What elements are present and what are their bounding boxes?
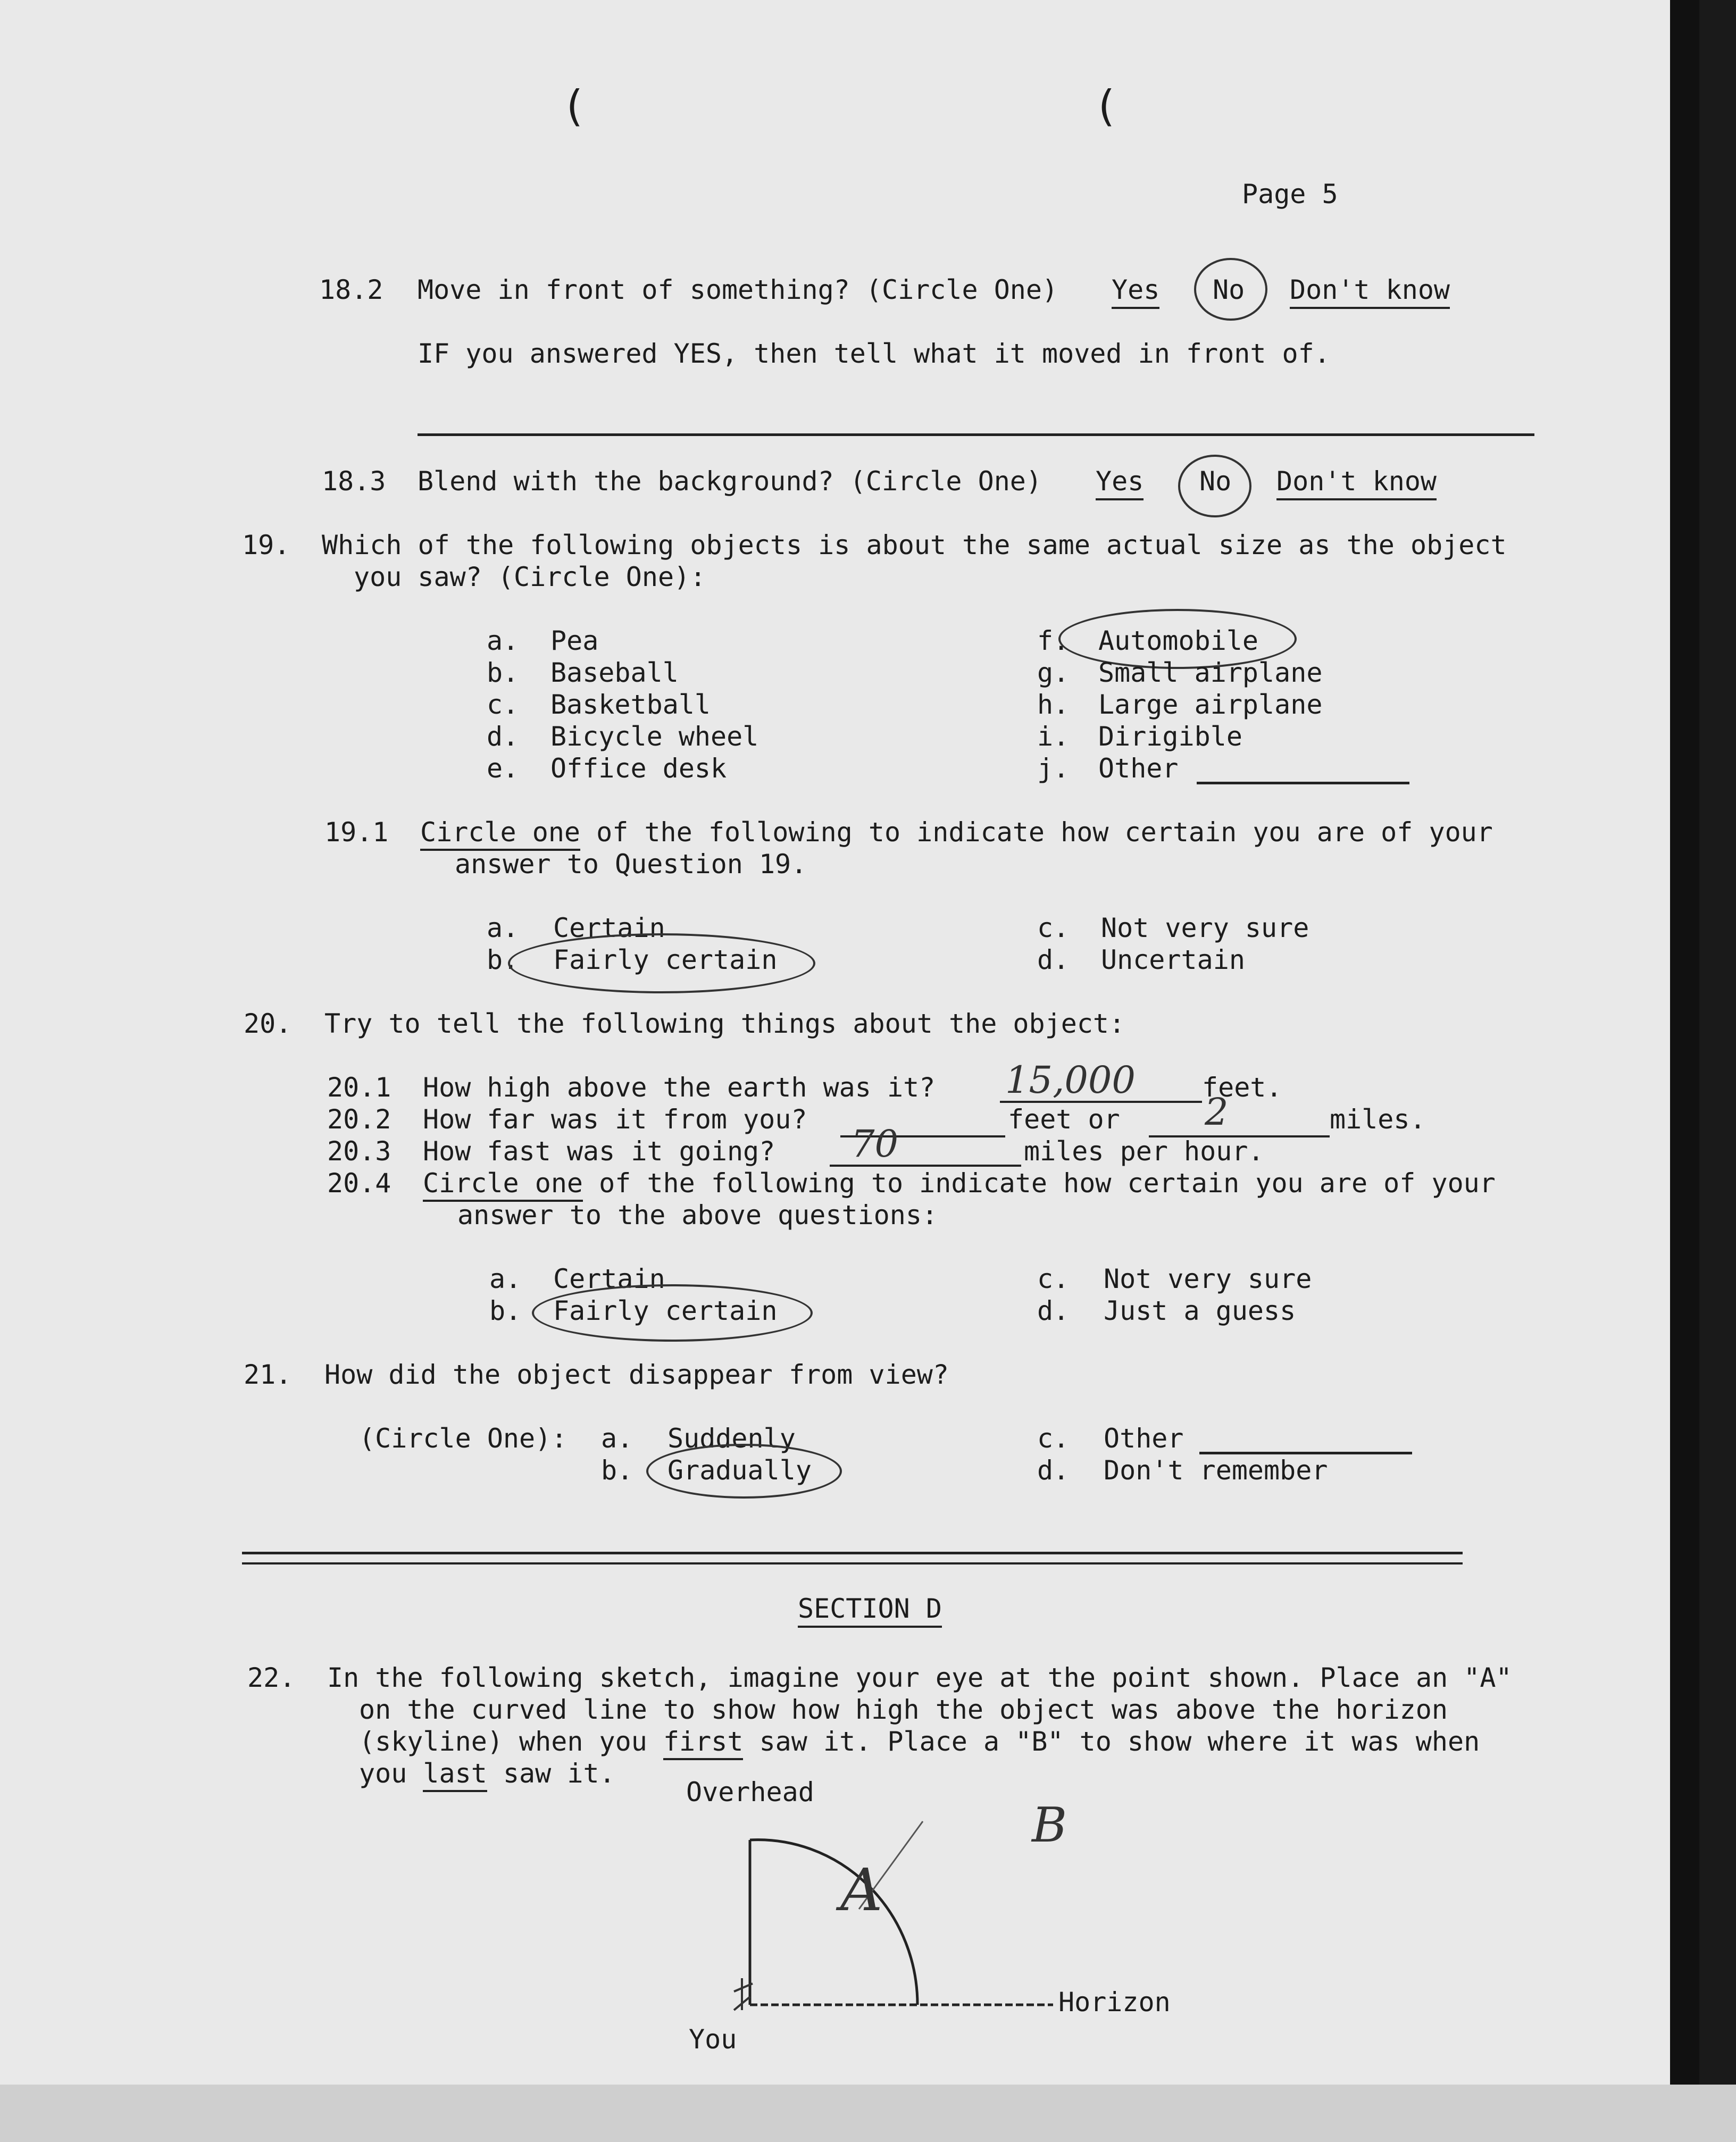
q18-2-option-dont-know[interactable]: Don't know bbox=[1290, 274, 1450, 309]
q20-4-text-line2: answer to the above questions: bbox=[457, 1200, 938, 1231]
scan-bottom-margin bbox=[0, 2085, 1736, 2142]
q20-4-circle-one: Circle one bbox=[423, 1168, 583, 1202]
q20-4-option-certain[interactable]: Certain bbox=[553, 1264, 665, 1294]
q20-4-number: 20.4 bbox=[327, 1168, 391, 1199]
q19-1-letter-b: b. bbox=[487, 944, 519, 975]
q19-letter-b: b. bbox=[487, 657, 519, 688]
section-title: SECTION D bbox=[798, 1593, 942, 1628]
q21-option-suddenly[interactable]: Suddenly bbox=[667, 1423, 796, 1454]
q20-2-number: 20.2 bbox=[327, 1104, 391, 1135]
q19-option-bicycle-wheel[interactable]: Bicycle wheel bbox=[550, 721, 759, 752]
q22-line4-post: saw it. bbox=[487, 1758, 615, 1789]
q21-letter-d: d. bbox=[1037, 1455, 1070, 1486]
q22-line3-post: saw it. Place a "B" to show where it was when bbox=[743, 1726, 1480, 1757]
page-shadow-edge bbox=[1670, 0, 1699, 2106]
q19-1-option-certain[interactable]: Certain bbox=[553, 913, 665, 943]
q20-4-option-not-very-sure[interactable]: Not very sure bbox=[1104, 1264, 1312, 1294]
q18-2-text: Move in front of something? (Circle One) bbox=[418, 274, 1058, 305]
sketch-label-horizon: Horizon bbox=[1058, 1987, 1171, 2018]
q18-2-option-no[interactable]: No bbox=[1213, 274, 1245, 305]
q18-3-option-no[interactable]: No bbox=[1199, 466, 1232, 497]
q18-2-option-yes[interactable]: Yes bbox=[1112, 274, 1159, 309]
q20-1-text: How high above the earth was it? bbox=[423, 1072, 936, 1103]
q19-option-pea[interactable]: Pea bbox=[550, 625, 599, 656]
q19-option-basketball[interactable]: Basketball bbox=[550, 689, 711, 720]
q19-letter-d: d. bbox=[487, 721, 519, 752]
q19-1-letter-c: c. bbox=[1037, 913, 1070, 943]
q18-2-number: 18.2 bbox=[319, 274, 383, 305]
q19-text-line1: Which of the following objects is about the same actual size as the object bbox=[322, 530, 1507, 560]
q22-line1: In the following sketch, imagine your eye at the point shown. Place an "A" bbox=[327, 1662, 1512, 1693]
q18-3-option-dont-know[interactable]: Don't know bbox=[1276, 465, 1437, 500]
q18-3-text: Blend with the background? (Circle One) bbox=[418, 466, 1042, 497]
q19-1-text-line2: answer to Question 19. bbox=[455, 849, 807, 880]
q19-letter-c: c. bbox=[487, 689, 519, 720]
q19-1-letter-d: d. bbox=[1037, 944, 1070, 975]
q21-text: How did the object disappear from view? bbox=[324, 1359, 949, 1390]
horizon-sketch[interactable] bbox=[713, 1808, 1085, 2047]
q20-2-text: How far was it from you? bbox=[423, 1104, 807, 1135]
q21-option-dont-remember[interactable]: Don't remember bbox=[1104, 1455, 1328, 1486]
section-divider-bottom bbox=[242, 1562, 1463, 1564]
sketch-mark-a: A bbox=[840, 1856, 883, 1924]
q19-letter-h: h. bbox=[1037, 689, 1070, 720]
q20-3-text: How fast was it going? bbox=[423, 1136, 775, 1167]
q20-4-letter-b: b. bbox=[489, 1295, 522, 1326]
q19-1-option-not-very-sure[interactable]: Not very sure bbox=[1101, 913, 1309, 943]
q22-first-word: first bbox=[663, 1726, 744, 1760]
q19-letter-j: j. bbox=[1037, 753, 1070, 784]
q19-letter-i: i. bbox=[1037, 721, 1070, 752]
q20-3-unit: miles per hour. bbox=[1024, 1136, 1264, 1167]
q20-4-option-just-a-guess[interactable]: Just a guess bbox=[1104, 1295, 1296, 1326]
q21-prompt: (Circle One): bbox=[359, 1423, 567, 1454]
q20-1-unit: feet. bbox=[1202, 1072, 1282, 1103]
top-mark-left: ( bbox=[561, 81, 587, 131]
q19-option-automobile[interactable]: Automobile bbox=[1098, 625, 1259, 656]
top-mark-right: ( bbox=[1093, 81, 1119, 131]
q22-line2: on the curved line to show how high the object was above the horizon bbox=[359, 1694, 1448, 1725]
q18-2-followup: IF you answered YES, then tell what it moved in front of. bbox=[418, 338, 1330, 369]
q19-letter-e: e. bbox=[487, 753, 519, 784]
q21-letter-b: b. bbox=[601, 1455, 633, 1486]
q20-3-handwritten-answer: 70 bbox=[851, 1122, 899, 1166]
q18-3-number: 18.3 bbox=[322, 466, 386, 497]
q20-2-feet-unit: feet or bbox=[1008, 1104, 1120, 1135]
q22-line3-pre: (skyline) when you bbox=[359, 1726, 663, 1757]
q18-2-selection-circle bbox=[1194, 258, 1267, 321]
q19-1-text-line1: of the following to indicate how certain you are of your bbox=[580, 817, 1493, 848]
q19-option-office-desk[interactable]: Office desk bbox=[550, 753, 727, 784]
q21-letter-a: a. bbox=[601, 1423, 633, 1454]
q20-4-letter-a: a. bbox=[489, 1264, 522, 1294]
q20-text: Try to tell the following things about the object: bbox=[324, 1008, 1125, 1039]
q19-letter-f: f. bbox=[1037, 625, 1070, 656]
sketch-mark-b: B bbox=[1032, 1797, 1067, 1853]
q19-option-dirigible[interactable]: Dirigible bbox=[1098, 721, 1242, 752]
q20-4-text-line1: of the following to indicate how certain you are of your bbox=[583, 1168, 1496, 1199]
q19-letter-a: a. bbox=[487, 625, 519, 656]
section-divider-top bbox=[242, 1552, 1463, 1554]
q20-1-handwritten-answer: 15,000 bbox=[1005, 1058, 1136, 1102]
q22-number: 22. bbox=[247, 1662, 296, 1693]
q19-option-baseball[interactable]: Baseball bbox=[550, 657, 679, 688]
q19-option-other[interactable]: Other bbox=[1098, 753, 1179, 784]
sketch-label-overhead: Overhead bbox=[686, 1777, 814, 1808]
q21-letter-c: c. bbox=[1037, 1423, 1070, 1454]
q20-2-miles-unit: miles. bbox=[1330, 1104, 1426, 1135]
page-number: Page 5 bbox=[1242, 179, 1338, 210]
q19-letter-g: g. bbox=[1037, 657, 1070, 688]
q21-option-other[interactable]: Other bbox=[1104, 1423, 1184, 1454]
q19-option-large-airplane[interactable]: Large airplane bbox=[1098, 689, 1323, 720]
q19-1-circle-one: Circle one bbox=[420, 817, 580, 851]
q21-number: 21. bbox=[244, 1359, 292, 1390]
q21-option-gradually[interactable]: Gradually bbox=[667, 1455, 812, 1486]
q20-2-miles-answer: 2 bbox=[1205, 1090, 1229, 1134]
q21-selection-circle bbox=[646, 1444, 842, 1499]
q19-1-selection-circle bbox=[508, 933, 815, 993]
q19-1-option-uncertain[interactable]: Uncertain bbox=[1101, 944, 1245, 975]
q18-3-selection-circle bbox=[1178, 455, 1251, 517]
q19-other-blank[interactable] bbox=[1197, 782, 1409, 784]
q20-3-number: 20.3 bbox=[327, 1136, 391, 1167]
q19-option-small-airplane[interactable]: Small airplane bbox=[1098, 657, 1323, 688]
q19-number: 19. bbox=[242, 530, 290, 560]
q22-last-word: last bbox=[423, 1758, 487, 1792]
q20-4-letter-d: d. bbox=[1037, 1295, 1070, 1326]
q19-1-letter-a: a. bbox=[487, 913, 519, 943]
q20-1-number: 20.1 bbox=[327, 1072, 391, 1103]
q19-1-number: 19.1 bbox=[324, 817, 389, 848]
q19-1-option-fairly-certain[interactable]: Fairly certain bbox=[553, 944, 778, 975]
q18-2-answer-line[interactable] bbox=[418, 433, 1534, 436]
q20-4-letter-c: c. bbox=[1037, 1264, 1070, 1294]
q20-4-selection-circle bbox=[532, 1284, 813, 1342]
sketch-label-you: You bbox=[689, 2024, 737, 2055]
q22-line4-pre: you bbox=[359, 1758, 423, 1789]
q20-4-option-fairly-certain[interactable]: Fairly certain bbox=[553, 1295, 778, 1326]
q19-text-line2: you saw? (Circle One): bbox=[354, 562, 706, 592]
q20-number: 20. bbox=[244, 1008, 292, 1039]
q18-3-option-yes[interactable]: Yes bbox=[1096, 465, 1144, 500]
